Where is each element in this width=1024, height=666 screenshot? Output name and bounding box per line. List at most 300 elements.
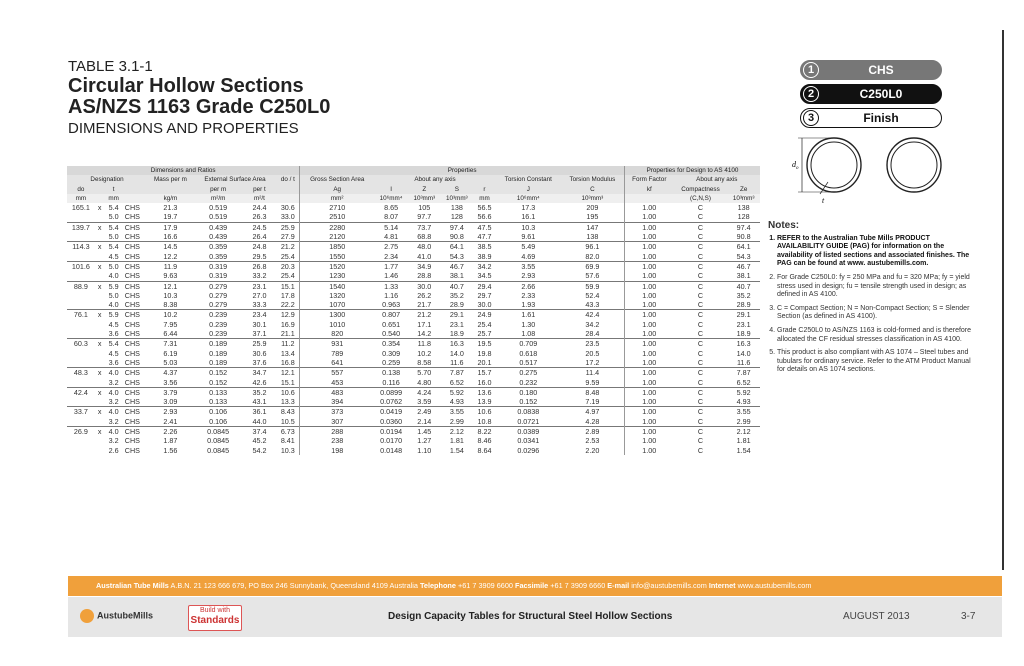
table-cell: 10.2	[147, 310, 194, 320]
table-cell: CHS	[124, 436, 140, 446]
table-cell	[95, 397, 105, 407]
table-cell: 25.4	[280, 251, 295, 261]
table-row	[67, 427, 760, 437]
table-number: TABLE 3.1-1	[68, 58, 153, 75]
table-cell: 16.0	[477, 377, 492, 387]
nav-item-chs[interactable]	[800, 60, 942, 80]
chs-inner-circle	[811, 142, 857, 188]
note-item: 4. Grade C250L0 to AS/NZS 1163 is cold-formed and is therefore allocated the CF residual stresses classification in AS 4100.	[777, 327, 978, 344]
table-cell: C	[697, 357, 704, 367]
table-cell: 97.4	[727, 222, 760, 232]
table-cell	[67, 252, 95, 262]
table-cell: 1.00	[624, 261, 673, 271]
table-cell: 4.93	[736, 397, 751, 407]
table-cell: CHS	[123, 368, 147, 378]
table-cell: C	[697, 397, 704, 407]
table-cell: 9.61	[521, 232, 536, 242]
table-cell: 35.2	[449, 290, 464, 300]
table-cell: x	[95, 261, 105, 271]
table-cell: 0.189	[194, 339, 243, 349]
table-cell: 0.0170	[380, 436, 403, 446]
table-cell: 4.37	[147, 368, 194, 378]
sym-per-m: per m	[194, 185, 243, 194]
table-cell: 1.46	[384, 271, 399, 281]
chs-outer-circle	[807, 138, 861, 192]
group-header-dimensions: Dimensions and Ratios	[67, 166, 300, 175]
nav-label: CHS	[868, 63, 894, 77]
table-cell: 8.41	[280, 436, 295, 446]
table-cell: 0.152	[209, 377, 228, 387]
footer-abn: A.B.N. 21 123 666 679, PO Box 246 Sunnybank, Queensland 4109 Australia	[170, 581, 418, 590]
table-cell: 0.133	[209, 397, 228, 407]
table-cell: 1.00	[624, 300, 673, 310]
table-cell: 37.1	[252, 329, 267, 339]
table-cell: 1070	[300, 300, 374, 310]
table-cell: 18.9	[736, 329, 751, 339]
table-cell: 13.9	[477, 397, 492, 407]
build-with-standards-logo: Build with Standards	[188, 605, 242, 631]
table-cell: 10.3	[280, 445, 295, 455]
table-cell: 1.00	[624, 242, 673, 252]
table-cell: 4.0	[104, 387, 122, 397]
table-cell	[67, 291, 95, 300]
table-cell: C	[674, 427, 728, 437]
nav-item-grade[interactable]	[800, 84, 942, 104]
table-cell: 0.0762	[380, 397, 403, 407]
table-cell: 38.5	[473, 242, 496, 252]
table-cell: 4.0	[104, 368, 122, 378]
table-cell: 0.439	[209, 232, 228, 242]
table-cell: 57.6	[585, 271, 600, 281]
table-cell: 7.31	[147, 339, 194, 349]
table-cell: CHS	[124, 203, 140, 213]
do-label: $d_o$	[792, 160, 799, 171]
table-cell: 0.0360	[380, 416, 403, 426]
table-cell: 2.34	[384, 251, 399, 261]
table-cell: 3.2	[108, 416, 119, 426]
table-cell: C	[697, 377, 704, 387]
table-cell: 97.4	[441, 222, 474, 232]
table-cell: 34.9	[408, 261, 441, 271]
footer-branding-bar	[68, 597, 1002, 637]
table-cell: 1.08	[521, 329, 536, 339]
table-cell: 0.0194	[374, 427, 408, 437]
table-cell	[95, 232, 105, 242]
table-cell: 97.7	[417, 212, 432, 222]
table-cell: 0.319	[194, 261, 243, 271]
table-cell: CHS	[124, 212, 140, 222]
table-cell: 2.20	[585, 445, 600, 455]
table-cell: 28.9	[736, 300, 751, 310]
table-cell: 59.9	[561, 281, 625, 291]
table-cell: 10.6	[473, 407, 496, 417]
table-cell: 35.2	[736, 290, 751, 300]
table-cell: 483	[300, 387, 374, 397]
table-cell: 1.54	[449, 445, 464, 455]
chs-outer-circle-2	[887, 138, 941, 192]
table-cell: 1.00	[624, 407, 673, 417]
table-cell: 12.1	[147, 281, 194, 291]
section-nav	[800, 60, 942, 132]
table-row	[67, 329, 760, 339]
table-cell: 0.963	[382, 300, 401, 310]
table-cell: 3.55	[496, 261, 561, 271]
table-cell: CHS	[124, 319, 140, 329]
table-cell: 69.9	[561, 261, 625, 271]
table-cell: 19.5	[473, 339, 496, 349]
table-cell: C	[674, 368, 728, 378]
table-cell: 789	[300, 349, 374, 358]
table-cell: 4.0	[108, 271, 119, 281]
table-row	[67, 300, 760, 310]
table-cell: 29.7	[477, 290, 492, 300]
sym-s: S	[441, 185, 474, 194]
table-cell: 24.5	[243, 222, 277, 232]
table-cell: 3.56	[163, 377, 178, 387]
table-cell: 1010	[300, 320, 374, 329]
table-cell: C	[697, 232, 704, 242]
table-cell: x	[95, 407, 105, 417]
table-cell: 1.00	[624, 222, 673, 232]
table-cell: 0.239	[209, 319, 228, 329]
table-cell: 28.4	[585, 329, 600, 339]
table-cell: C	[674, 387, 728, 397]
footer-web[interactable]: www.austubemills.com	[737, 581, 812, 590]
table-cell: 8.46	[477, 436, 492, 446]
table-cell: 19.8	[477, 348, 492, 358]
table-cell: 10.6	[276, 387, 299, 397]
table-cell: 2120	[300, 232, 374, 242]
table-cell: 1.00	[624, 310, 673, 320]
col-torsion-constant: Torsion Constant	[496, 175, 561, 184]
table-cell: 8.22	[473, 427, 496, 437]
table-cell: CHS	[124, 300, 140, 310]
table-cell: 48.0	[408, 242, 441, 252]
table-row	[67, 407, 760, 417]
table-cell: 0.279	[209, 290, 228, 300]
table-cell: 29.4	[473, 281, 496, 291]
table-cell: 11.4	[561, 368, 625, 378]
table-cell: 25.9	[243, 339, 277, 349]
table-cell	[67, 417, 95, 427]
table-cell: 3.6	[108, 357, 119, 367]
table-cell: 1.87	[163, 436, 178, 446]
sym-ag: Ag	[300, 185, 374, 194]
table-cell: 10.3	[163, 290, 178, 300]
unit: 10³mm³	[561, 194, 625, 203]
table-cell: 56.5	[477, 203, 492, 213]
table-row	[67, 417, 760, 427]
table-cell: 11.9	[147, 261, 194, 271]
table-cell	[67, 212, 95, 222]
table-cell: 24.4	[252, 203, 267, 213]
group-header-design: Properties for Design to AS 4100	[624, 166, 760, 175]
table-cell: 7.87	[441, 368, 474, 378]
table-cell: 1.00	[624, 368, 673, 378]
table-cell: 394	[300, 397, 374, 407]
table-cell: CHS	[124, 397, 140, 407]
table-cell	[67, 358, 95, 368]
table-cell: 38.9	[477, 251, 492, 261]
table-cell: 96.1	[561, 242, 625, 252]
table-cell: 1.81	[449, 436, 464, 446]
sym-compactness: Compactness	[674, 185, 728, 194]
table-cell: 138	[450, 203, 463, 213]
table-cell: 1850	[300, 242, 374, 252]
table-cell: 0.0721	[517, 416, 540, 426]
table-cell: 2.75	[374, 242, 408, 252]
table-cell: 5.4	[108, 203, 119, 213]
page-subtitle: DIMENSIONS AND PROPERTIES	[68, 120, 299, 137]
table-cell: C	[697, 271, 704, 281]
table-cell: x	[95, 242, 105, 252]
table-cell: 40.7	[441, 281, 474, 291]
table-cell: 24.8	[243, 242, 277, 252]
table-row	[67, 291, 760, 300]
table-cell: 2.89	[561, 427, 625, 437]
table-cell: 8.48	[561, 387, 625, 397]
table-cell: 23.1	[449, 319, 464, 329]
footer-fax: +61 7 3909 6660	[550, 581, 606, 590]
table-cell: 47.7	[477, 232, 492, 242]
table-cell: 82.0	[585, 251, 600, 261]
table-cell: 4.69	[521, 251, 536, 261]
table-cell: 16.3	[727, 339, 760, 349]
table-cell: 0.651	[382, 319, 401, 329]
table-row	[67, 397, 760, 407]
table-cell	[67, 320, 95, 329]
col-torsion-modulus: Torsion Modulus	[561, 175, 625, 184]
table-cell: 54.3	[449, 251, 464, 261]
table-cell: CHS	[124, 232, 140, 242]
table-cell: 25.4	[280, 271, 295, 281]
table-cell: 28.9	[449, 300, 464, 310]
col-about-axis: About any axis	[374, 175, 496, 184]
table-cell: 5.92	[727, 387, 760, 397]
table-cell: 0.309	[382, 348, 401, 358]
table-cell: 5.70	[408, 368, 441, 378]
table-cell: x	[95, 222, 105, 232]
table-cell: 0.0341	[517, 436, 540, 446]
table-cell: 25.4	[477, 319, 492, 329]
table-cell: CHS	[123, 387, 147, 397]
table-cell: 13.3	[280, 397, 295, 407]
note-item: 1. REFER to the Australian Tube Mills PRODUCT AVAILABILITY GUIDE (PAG) for information on the availability of listed sections and associated finishes. The PAG can be found at www. austubemills.com.	[777, 235, 978, 269]
table-cell: 0.0389	[496, 427, 561, 437]
right-border	[1002, 30, 1004, 570]
footer-title: Design Capacity Tables for Structural Steel Hollow Sections	[388, 611, 673, 622]
footer-email[interactable]: info@austubemills.com	[631, 581, 707, 590]
table-cell: 5.0	[108, 290, 119, 300]
table-cell: 114.3	[67, 242, 95, 252]
table-cell: 8.43	[276, 407, 299, 417]
table-cell: 0.0899	[374, 387, 408, 397]
table-cell: 1.30	[521, 319, 536, 329]
table-cell: 38.1	[449, 271, 464, 281]
table-cell: 16.9	[280, 319, 295, 329]
unit: 10³mm³	[441, 194, 474, 203]
table-cell: 2.49	[408, 407, 441, 417]
table-cell: 101.6	[67, 261, 95, 271]
table-cell: 4.0	[104, 407, 122, 417]
nav-item-finish[interactable]	[800, 108, 942, 128]
table-cell: 195	[586, 212, 599, 222]
table-cell: 0.709	[496, 339, 561, 349]
table-cell: 23.4	[243, 310, 277, 320]
table-cell: 1.33	[374, 281, 408, 291]
table-row	[67, 378, 760, 388]
table-cell: 0.0845	[207, 436, 230, 446]
table-cell: 20.1	[477, 357, 492, 367]
table-cell: 6.52	[736, 377, 751, 387]
table-cell: 641	[300, 358, 374, 368]
nav-number: 1	[803, 62, 819, 78]
table-cell: 1.54	[736, 445, 751, 455]
table-cell: 4.0	[104, 427, 122, 437]
table-row	[67, 212, 760, 222]
table-cell: 0.152	[519, 397, 538, 407]
table-cell: CHS	[124, 271, 140, 281]
table-cell: 8.58	[417, 357, 432, 367]
table-cell: 73.7	[408, 222, 441, 232]
table-cell: 0.189	[209, 357, 228, 367]
table-cell: CHS	[123, 427, 147, 437]
table-cell: 198	[300, 446, 374, 455]
notes-list	[768, 235, 978, 375]
page-header	[68, 58, 330, 138]
table-cell: 21.2	[408, 310, 441, 320]
table-cell: 453	[300, 378, 374, 388]
table-cell: 1.00	[624, 427, 673, 437]
notes-panel	[768, 222, 978, 380]
table-cell: 2510	[300, 212, 374, 222]
table-cell: C	[697, 251, 704, 261]
table-cell: 2.53	[585, 436, 600, 446]
table-cell: 30.6	[280, 203, 295, 213]
table-cell: 13.6	[473, 387, 496, 397]
table-cell: 0.807	[374, 310, 408, 320]
table-cell: 1.77	[374, 261, 408, 271]
table-cell: 17.2	[585, 357, 600, 367]
table-cell	[67, 446, 95, 455]
table-cell: 43.3	[585, 300, 600, 310]
table-cell: 5.49	[496, 242, 561, 252]
table-cell: 26.8	[243, 261, 277, 271]
table-cell: CHS	[124, 377, 140, 387]
sym-i: I	[374, 185, 408, 194]
table-cell: C	[674, 242, 728, 252]
footer-contact-bar	[68, 576, 1002, 596]
table-cell: 48.3	[67, 368, 95, 378]
table-cell: 4.5	[108, 319, 119, 329]
unit: 10³mm³	[408, 194, 441, 203]
table-cell: C	[674, 222, 728, 232]
table-cell: 9.63	[163, 271, 178, 281]
table-cell: 1.00	[624, 446, 673, 455]
table-cell: CHS	[124, 357, 140, 367]
table-cell: 16.6	[163, 232, 178, 242]
table-cell: 5.92	[441, 387, 474, 397]
note-item: 5. This product is also compliant with AS 1074 – Steel tubes and tubulars for ordinary service. Refer to the ATM Product Manual for details on AS 1074 sections.	[777, 349, 978, 375]
table-cell: C	[697, 319, 704, 329]
table-cell: 0.279	[209, 300, 228, 310]
table-cell: 931	[300, 339, 374, 349]
table-cell: 20.3	[276, 261, 299, 271]
table-cell	[67, 436, 95, 445]
table-cell: 30.6	[252, 348, 267, 358]
table-cell: 1.00	[624, 378, 673, 388]
table-cell: 10.3	[496, 222, 561, 232]
table-row	[67, 281, 760, 291]
table-cell: 33.0	[280, 212, 295, 222]
table-cell: 1.00	[624, 203, 673, 212]
footer-web-label: Internet	[708, 581, 736, 590]
table-cell: 0.116	[382, 377, 400, 387]
table-cell: 90.8	[449, 232, 464, 242]
table-cell: 2.93	[521, 271, 536, 281]
table-cell: 2.93	[147, 407, 194, 417]
table-row	[67, 349, 760, 358]
table-cell: x	[97, 203, 102, 213]
table-cell: 1.00	[624, 212, 673, 222]
table-cell: 7.95	[163, 319, 178, 329]
table-cell: 11.2	[276, 339, 299, 349]
table-cell: 138	[737, 203, 750, 213]
table-cell: 18.9	[449, 329, 464, 339]
table-cell: 0.519	[209, 203, 228, 213]
table-cell: 30.0	[477, 300, 492, 310]
table-cell: 8.38	[163, 300, 178, 310]
table-cell: 5.0	[104, 261, 122, 271]
table-cell: 26.4	[252, 232, 267, 242]
table-cell: 3.09	[163, 397, 178, 407]
table-cell: 30.1	[252, 319, 267, 329]
col-external-surface: External Surface Area	[194, 175, 277, 184]
table-cell: 40.7	[727, 281, 760, 291]
table-cell: 4.0	[108, 300, 119, 310]
table-row	[67, 271, 760, 281]
table-cell: 0.540	[382, 329, 401, 339]
sym-kf: kf	[624, 185, 673, 194]
table-cell	[95, 252, 105, 262]
t-label: t	[822, 196, 825, 205]
table-cell: 34.2	[585, 319, 600, 329]
table-cell: x	[95, 339, 105, 349]
table-cell: CHS	[124, 445, 140, 455]
table-cell: 8.07	[384, 212, 399, 222]
table-cell: 2.33	[521, 290, 536, 300]
table-cell: 139.7	[67, 222, 95, 232]
table-row	[67, 446, 760, 455]
table-cell: 28.8	[417, 271, 432, 281]
table-cell: 23.1	[243, 281, 277, 291]
table-row	[67, 310, 760, 320]
page-number: 3-7	[961, 611, 976, 622]
table-cell	[67, 397, 95, 407]
sym-do: do	[67, 185, 95, 194]
table-cell: 1.00	[624, 397, 673, 407]
nav-number: 2	[803, 86, 819, 102]
table-cell: C	[674, 407, 728, 417]
table-cell: 22.2	[280, 300, 295, 310]
unit: mm	[473, 194, 496, 203]
table-cell: 2.12	[441, 427, 474, 437]
table-cell: 34.7	[243, 368, 277, 378]
table-cell: 1.00	[624, 271, 673, 281]
table-cell: C	[697, 329, 704, 339]
table-cell: 1.16	[384, 290, 399, 300]
table-cell: 0.0148	[380, 445, 403, 455]
